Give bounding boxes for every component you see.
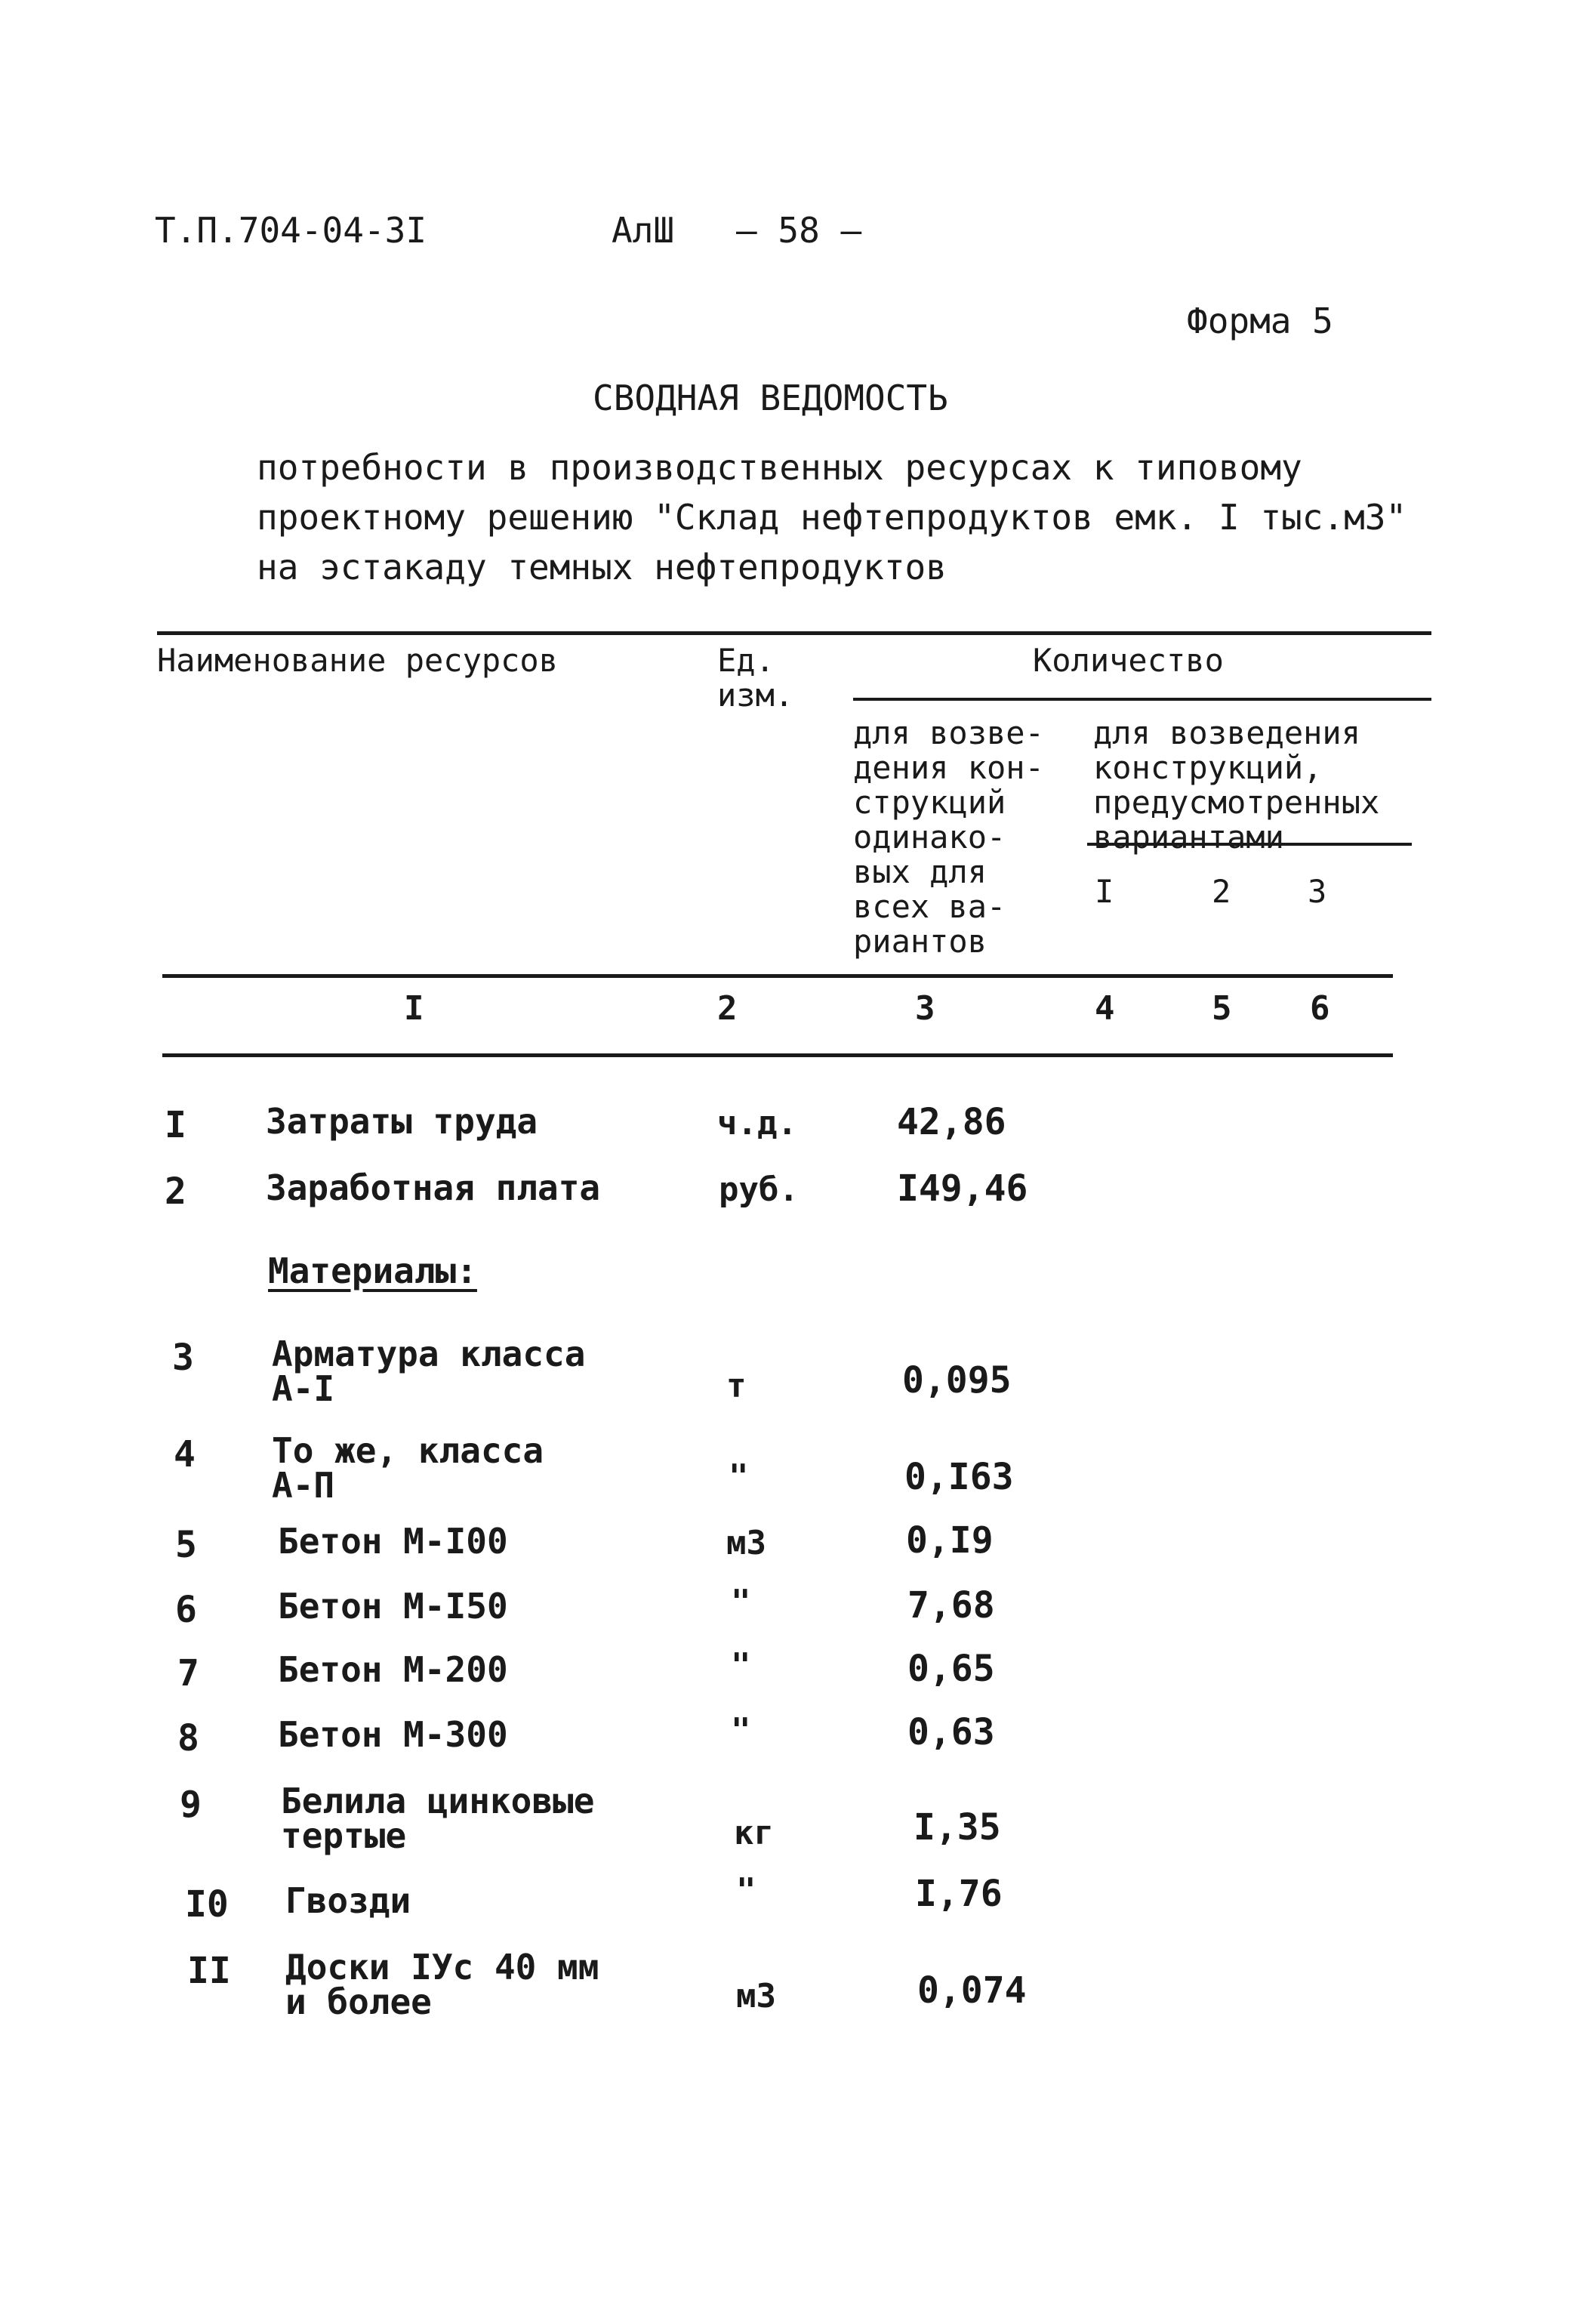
row-value: 0,I63 bbox=[904, 1456, 1014, 1498]
row-unit: " bbox=[729, 1457, 749, 1496]
column-header-name: Наименование ресурсов bbox=[157, 642, 559, 679]
column-header-unit: Ед. изм. bbox=[717, 642, 794, 714]
row-value: 0,63 bbox=[907, 1711, 995, 1753]
row-value: 0,65 bbox=[907, 1648, 995, 1690]
row-unit: " bbox=[731, 1711, 751, 1750]
row-name: То же, класса А-П bbox=[272, 1430, 544, 1506]
row-unit: м3 bbox=[736, 1977, 776, 2015]
row-unit: " bbox=[731, 1646, 751, 1685]
row-unit: " bbox=[731, 1583, 751, 1621]
row-unit: м3 bbox=[726, 1524, 766, 1562]
row-value: 42,86 bbox=[897, 1101, 1006, 1143]
row-value: 7,68 bbox=[907, 1584, 995, 1627]
title-line-2: проектному решению "Склад нефтепродуктов емк. I тыс.м3" bbox=[257, 497, 1407, 538]
row-name: Гвозди bbox=[285, 1880, 411, 1921]
column-number-2: 2 bbox=[717, 989, 738, 1028]
column-header-common: для возве- дения кон- струкций одинако- вых для всех ва- риантов bbox=[853, 714, 1044, 960]
row-value: 0,I9 bbox=[906, 1519, 994, 1562]
album-label: АлШ bbox=[612, 210, 675, 251]
column-number-5: 5 bbox=[1212, 989, 1232, 1028]
document-title: СВОДНАЯ ВЕДОМОСТЬ bbox=[593, 378, 948, 418]
row-number: 4 bbox=[174, 1433, 196, 1476]
row-name: Арматура класса А-I bbox=[272, 1334, 586, 1409]
row-number: I bbox=[165, 1104, 186, 1146]
row-number: 5 bbox=[175, 1524, 197, 1566]
document-code: Т.П.704-04-3I bbox=[155, 210, 427, 251]
column-number-1: I bbox=[404, 989, 424, 1028]
variant-3-header: 3 bbox=[1308, 873, 1327, 910]
column-numbers-rule bbox=[162, 1053, 1393, 1057]
row-value: I,35 bbox=[914, 1806, 1001, 1849]
row-unit: кг bbox=[734, 1814, 774, 1852]
row-unit: руб. bbox=[719, 1170, 799, 1209]
column-number-6: 6 bbox=[1310, 989, 1330, 1028]
header-bottom-rule bbox=[162, 974, 1393, 978]
section-materials: Материалы: bbox=[268, 1250, 477, 1291]
page-number: — 58 — bbox=[736, 210, 862, 251]
title-line-3: на эстакаду темных нефтепродуктов bbox=[257, 547, 947, 587]
title-line-1: потребности в производственных ресурсах к типовому bbox=[257, 447, 1302, 488]
row-value: I,76 bbox=[915, 1873, 1003, 1915]
row-number: 8 bbox=[177, 1717, 199, 1759]
row-value: 0,095 bbox=[902, 1359, 1012, 1402]
row-name: Бетон М-I50 bbox=[278, 1586, 508, 1627]
row-number: 6 bbox=[175, 1589, 197, 1631]
row-name: Бетон М-I00 bbox=[278, 1521, 508, 1562]
row-unit: " bbox=[736, 1871, 756, 1910]
column-number-4: 4 bbox=[1095, 989, 1115, 1028]
row-value: I49,46 bbox=[897, 1167, 1028, 1210]
column-number-3: 3 bbox=[915, 989, 935, 1028]
row-number: 9 bbox=[180, 1784, 202, 1826]
row-name: Доски IУс 40 мм и более bbox=[285, 1947, 599, 2022]
row-unit: т bbox=[726, 1367, 747, 1405]
row-number: 2 bbox=[165, 1170, 186, 1213]
row-number: I0 bbox=[185, 1883, 229, 1926]
row-name: Бетон М-300 bbox=[278, 1714, 508, 1755]
quantity-rule bbox=[853, 698, 1431, 701]
variant-2-header: 2 bbox=[1212, 873, 1231, 910]
form-label: Форма 5 bbox=[1187, 301, 1333, 341]
row-value: 0,074 bbox=[917, 1969, 1027, 2012]
row-unit: ч.д. bbox=[717, 1104, 797, 1143]
row-name: Заработная плата bbox=[266, 1167, 601, 1208]
column-header-variants: для возведения конструкций, предусмотренных вариантами bbox=[1093, 714, 1380, 856]
row-number: 3 bbox=[172, 1337, 194, 1379]
row-number: II bbox=[187, 1950, 231, 1992]
column-header-quantity: Количество bbox=[1033, 642, 1224, 679]
row-name: Белила цинковые тертые bbox=[281, 1781, 595, 1856]
table-top-rule bbox=[157, 631, 1431, 635]
row-name: Бетон М-200 bbox=[278, 1649, 508, 1690]
row-number: 7 bbox=[177, 1652, 199, 1695]
row-name: Затраты труда bbox=[266, 1101, 538, 1142]
variant-1-header: I bbox=[1095, 873, 1114, 910]
